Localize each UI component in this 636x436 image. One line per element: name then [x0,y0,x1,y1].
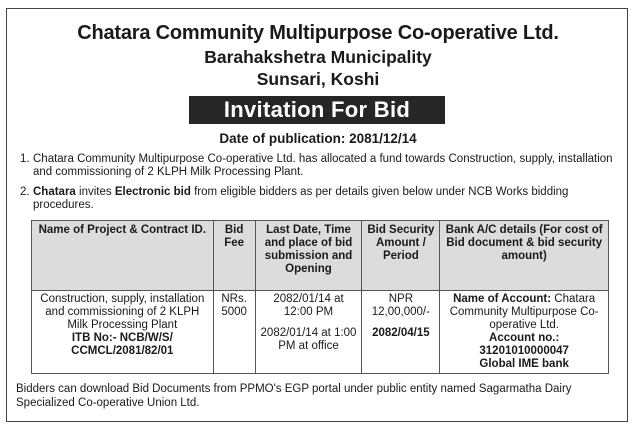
paragraph-2-number: 2. [20,186,30,198]
location-name: Sunsari, Koshi [256,69,380,89]
submission-deadline: 2082/01/14 at 12:00 PM [273,293,344,318]
header-bank-details: Bank A/C details (For cost of Bid document & bid security amount) [440,221,609,291]
invitation-banner: Invitation For Bid [189,96,445,124]
itb-number: ITB No:- NCB/W/S/ CCMCL/2081/82/01 [71,332,174,357]
download-note: Bidders can download Bid Documents from PPMO's EGP portal under public entity named Sagarmatha Dairy Specialized Co-operative Union Ltd. [16,383,572,409]
paragraph-2-bid-type: Electronic bid [114,186,191,198]
header-project: Name of Project & Contract ID. [32,221,214,291]
security-period: 2082/04/15 [372,327,430,339]
cell-bank-details [440,291,609,374]
paragraph-2-mid: invites [75,186,115,198]
cell-bid-fee [213,291,255,374]
header-bid-fee: Bid Fee [213,221,255,291]
paragraph-2-org: Chatara [33,186,76,198]
paragraph-1 [20,153,618,179]
header-last-date: Last Date, Time and place of bid submission and Opening [255,221,362,291]
bid-fee-value: NRs. 5000 [221,293,247,318]
account-name-value: Chatara Community Multipurpose Co-operative Ltd. [449,293,599,331]
bid-details-table [31,220,609,374]
account-name [443,293,605,332]
municipality-name: Barahakshetra Municipality [204,47,432,67]
paragraph-2 [20,186,618,212]
header-bid-security: Bid Security Amount / Period [362,221,440,291]
bank-name: Global IME bank [479,358,569,370]
table-row [32,291,609,374]
cell-last-date [255,291,362,374]
paragraph-1-number: 1. [20,153,30,165]
account-name-label: Name of Account: [453,293,552,305]
security-amount: NPR 12,00,000/- [371,293,430,318]
cell-project [32,291,214,374]
project-name: Construction, supply, installation and commissioning of 2 KLPH Milk Processing Plant [40,293,205,331]
table-header-row [32,221,609,291]
cell-bid-security [362,291,440,374]
publication-date: Date of publication: 2081/12/14 [219,131,417,146]
organization-name: Chatara Community Multipurpose Co-operative Ltd. [77,22,559,44]
paragraph-1-text: Chatara Community Multipurpose Co-operative Ltd. has allocated a fund towards Construction, supply, installation and commissioning of 2 KLPH Milk Processing Plant. [33,153,613,178]
paragraph-2-rest: from eligible bidders as per details given below under NCB Works bidding procedures. [33,186,569,211]
account-number: Account no.: 31201010000047 [479,332,569,357]
opening-time: 2082/01/14 at 1:00 PM at office [260,327,357,352]
